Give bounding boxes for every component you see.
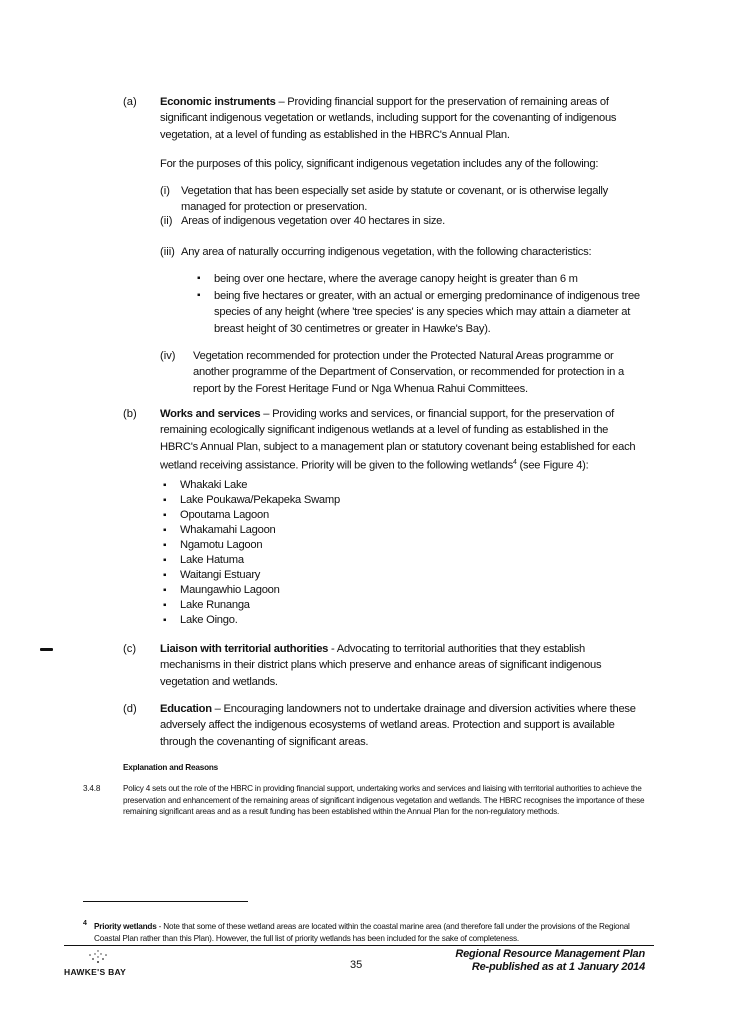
item-a-paragraph [160,94,646,143]
wetland-item: ▪ Lake Oingo. [180,613,238,628]
sub-iv-text: Vegetation recommended for protection under the Protected Natural Areas programme or another programme of the Department of Conservation, or recommended for protection in a report by the Forest Heritage Fund or Nga Whenua Rahui Committees. [193,350,624,395]
item-a-text: – Providing financial support for the preservation of remaining areas of significant indigenous vegetation or wetlands, including support for the covenanting of indigenous vegetation, at a level of funding as established in the HBRC's Annual Plan. [160,96,617,141]
sub-iii-text: Any area of naturally occurring indigenous vegetation, with the following characteristics: [181,246,592,258]
wetland-item: ▪ Whakamahi Lagoon [180,523,276,538]
item-b-text-end: (see Figure 4): [516,459,589,472]
sub-ii-label: (ii) [160,215,173,227]
item-c-title: Liaison with territorial authorities [160,643,329,655]
hawkes-bay-logo-icon [84,949,112,965]
footnote-marker: 4 [83,920,87,927]
footnote-ref: 4 [512,459,517,467]
footer-plan-title: Regional Resource Management Plan [455,948,645,960]
item-c-paragraph [160,641,646,690]
item-b-text: – Providing works and services, or financial support, for the preservation of remaining ecologically significant indigenous wetlands at a level of funding as established in the HBRC's Annual Plan, subject to a management plan or statutory covenant being established for each wetland receiving assistance. Priority will be given to the following wetlands [160,408,636,472]
wetland-item: ▪ Lake Runanga [180,598,250,613]
wetland-item: ▪ Lake Hatuma [180,553,244,568]
explanation-text: Policy 4 sets out the role of the HBRC in providing financial support, undertaking works and services and liaising with territorial authorities to achieve the preservation and enhancement of the remaining areas of significant indigenous vegetation and wetlands. The HBRC recognises the importance of these remaining significant areas and as a result funding has been established within the Annual Plan for the non-regulatory methods. [123,784,645,817]
footnote-separator [83,901,248,902]
item-b-label: (b) [123,408,137,420]
margin-change-mark [40,648,53,651]
item-a-title: Economic instruments [160,96,276,108]
footnote-text: - Note that some of these wetland areas are located within the coastal marine area (and therefore fall under the provisions of the Regional Coastal Plan rather than this Plan). However, the full list of priority wetlands has been included for the sake of completeness. [94,922,630,943]
item-d-text: – Encouraging landowners not to undertake drainage and diversion activities where these adversely affect the indigenous ecosystems of wetland areas. Protection and support is available through the covenanting of significant areas. [160,703,636,748]
wetland-item: ▪ Opoutama Lagoon [180,508,269,523]
sub-i-label: (i) [160,185,170,197]
footer-logo-text: HAWKE'S BAY [64,967,127,977]
wetland-item: ▪ Maungawhio Lagoon [180,583,280,598]
footnote-text-block [94,921,656,944]
footer-publish-note: Re-published as at 1 January 2014 [471,961,645,973]
item-b-title: Works and services [160,408,261,420]
item-d-paragraph [160,701,646,750]
wetland-item: ▪ Lake Poukawa/Pekapeka Swamp [180,493,340,508]
item-d-title: Education [160,703,212,715]
item-d-label: (d) [123,703,137,715]
characteristic-bullet: ▪ being five hectares or greater, with an actual or emerging predominance of indigenous tree species of any height (where 'tree species' is any species which may attain a diameter at breast height of 30 centimetres or greater in Hawke's Bay). [214,288,646,337]
wetland-item: ▪ Ngamotu Lagoon [180,538,262,553]
sub-i-text: Vegetation that has been especially set aside by statute or covenant, or is otherwise legally managed for protection or preservation. [181,185,609,214]
explanation-number: 3.4.8 [83,784,101,793]
item-c-label: (c) [123,643,137,655]
explanation-heading: Explanation and Reasons [123,763,219,772]
characteristic-bullet: ▪ being over one hectare, where the average canopy height is greater than 6 m [214,271,646,287]
footer-rule [64,945,654,946]
wetland-item: ▪ Whakaki Lake [180,478,247,493]
page-number: 35 [350,959,363,971]
footnote-title: Priority wetlands [94,922,157,931]
sub-iii-label: (iii) [160,246,175,258]
item-a-label: (a) [123,96,137,108]
wetland-item: ▪ Waitangi Estuary [180,568,260,583]
sub-iv-label: (iv) [160,350,176,362]
item-a-intro: For the purposes of this policy, significant indigenous vegetation includes any of the following: [160,158,599,170]
item-c-text: - Advocating to territorial authorities that they establish mechanisms in their district plans which preserve and enhance areas of significant indigenous vegetation and wetlands. [160,643,602,688]
sub-ii-text: Areas of indigenous vegetation over 40 hectares in size. [181,215,445,227]
item-b-paragraph [160,406,646,474]
